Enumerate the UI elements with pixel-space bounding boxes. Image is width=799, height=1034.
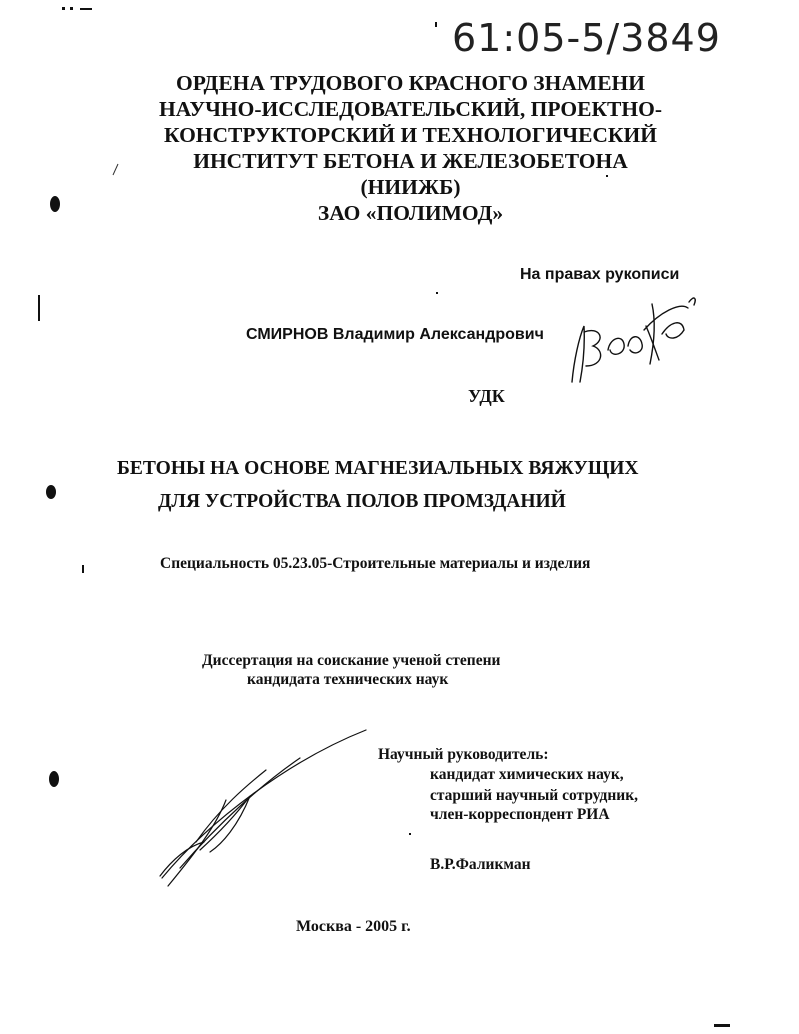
place-year: Москва - 2005 г. — [296, 918, 411, 935]
scan-mark — [113, 164, 118, 175]
supervisor-degree: кандидат химических наук, — [430, 766, 624, 783]
supervisor-rank: старший научный сотрудник, — [430, 787, 639, 804]
supervisor-signature — [160, 730, 366, 886]
institute-line: (НИИЖБ) — [360, 175, 461, 199]
author-name: СМИРНОВ Владимир Александрович — [246, 326, 544, 343]
institute-line: ЗАО «ПОЛИМОД» — [317, 201, 504, 225]
supervisor-name: В.Р.Фаликман — [430, 856, 531, 873]
institute-line: ИНСТИТУТ БЕТОНА И ЖЕЛЕЗОБЕТОНА — [193, 149, 628, 173]
scan-specks — [38, 7, 730, 1027]
degree-line-1: Диссертация на соискание ученой степени — [202, 652, 501, 669]
author-signature — [572, 298, 695, 382]
title-line-1: БЕТОНЫ НА ОСНОВЕ МАГНЕЗИАЛЬНЫХ ВЯЖУЩИХ — [117, 458, 639, 479]
specialty: Специальность 05.23.05-Строительные материалы и изделия — [160, 555, 591, 572]
supervisor-heading: Научный руководитель: — [378, 746, 549, 763]
degree-line-2: кандидата технических наук — [247, 671, 449, 688]
manuscript-note: На правах рукописи — [520, 266, 680, 283]
archive-code: 61:05-5/3849 — [452, 16, 721, 60]
institute-line: НАУЧНО-ИССЛЕДОВАТЕЛЬСКИЙ, ПРОЕКТНО- — [158, 97, 662, 121]
institute-line: ОРДЕНА ТРУДОВОГО КРАСНОГО ЗНАМЕНИ — [175, 71, 645, 95]
title-line-2: ДЛЯ УСТРОЙСТВА ПОЛОВ ПРОМЗДАНИЙ — [158, 491, 566, 512]
udk-label: УДК — [468, 386, 505, 406]
institute-line: КОНСТРУКТОРСКИЙ И ТЕХНОЛОГИЧЕСКИЙ — [164, 123, 657, 147]
supervisor-membership: член-корреспондент РИА — [430, 806, 610, 823]
